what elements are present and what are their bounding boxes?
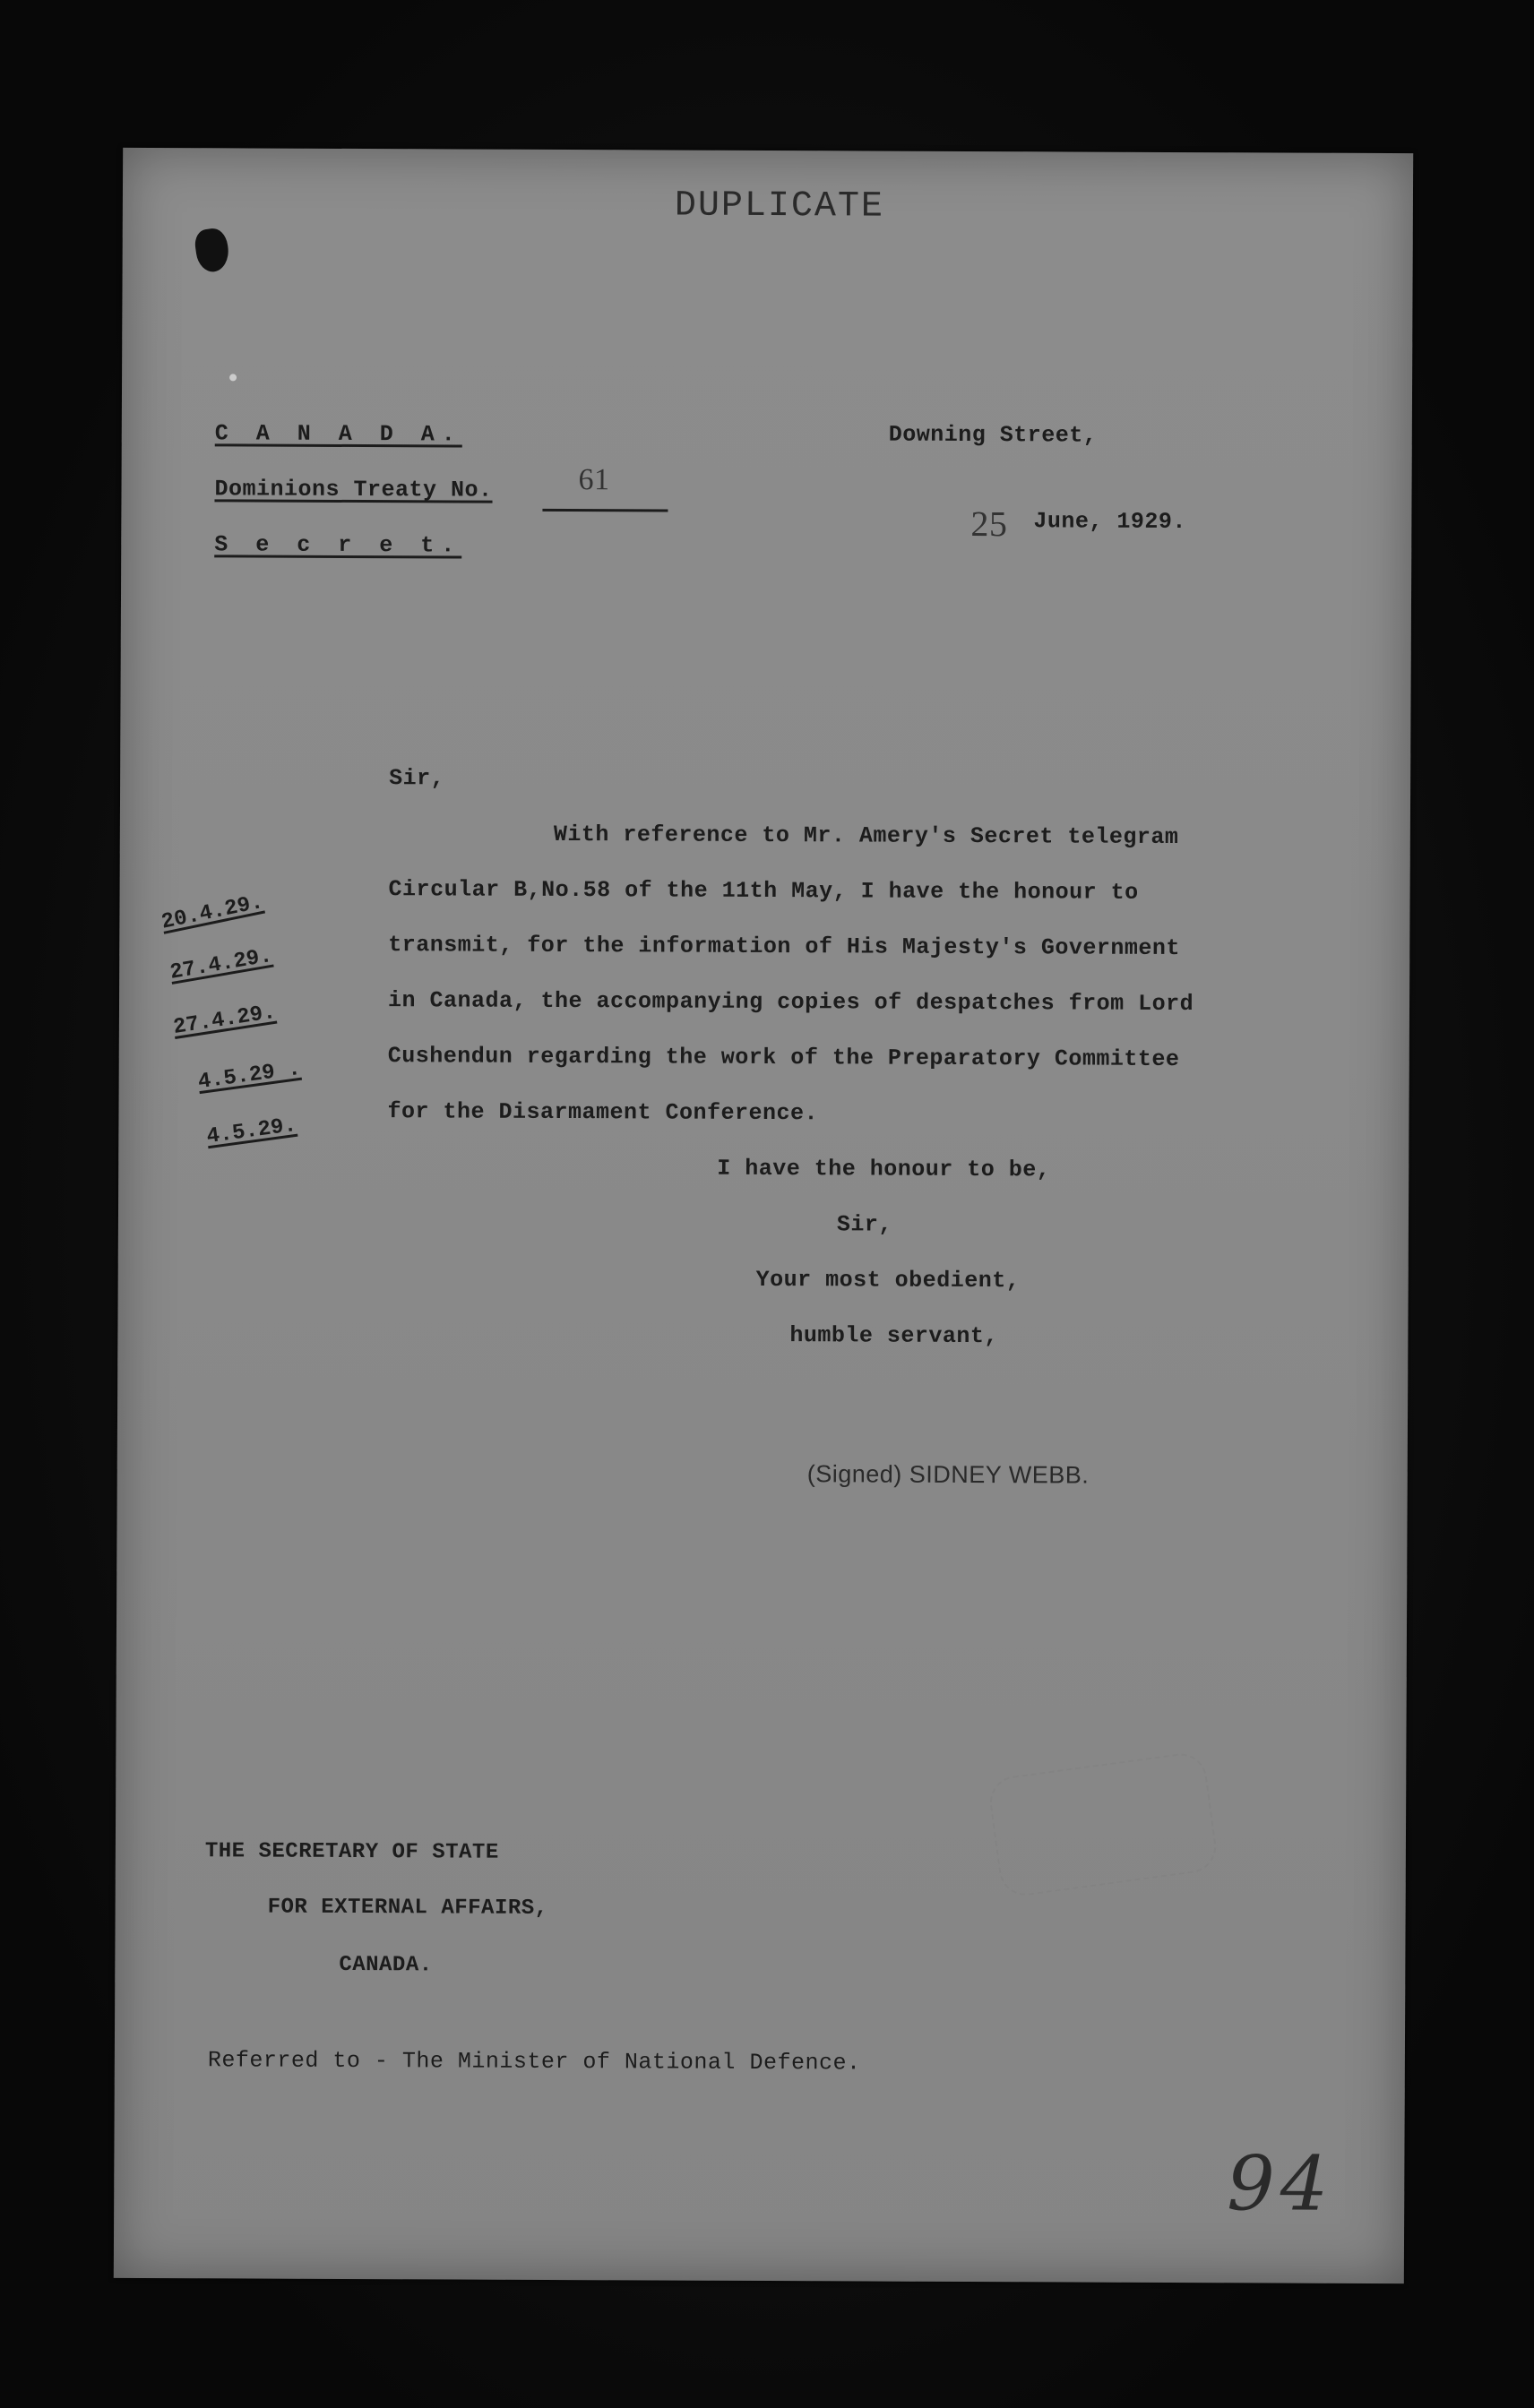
body-line: Cushendun regarding the work of the Preparatory Committee	[387, 1043, 1180, 1073]
margin-date: 4.5.29.	[205, 1113, 298, 1150]
body-line: transmit, for the information of His Majesty's Government	[388, 932, 1181, 962]
date-day: 25	[970, 503, 1008, 545]
closing-line: I have the honour to be,	[717, 1155, 1051, 1183]
document-page	[114, 148, 1413, 2283]
body-line: Circular B,No.58 of the 11th May, I have the honour to	[388, 876, 1139, 906]
closing-line: humble servant,	[789, 1322, 999, 1350]
referral-note: Referred to - The Minister of National Defence.	[207, 2047, 861, 2077]
paper-speck	[229, 374, 237, 381]
duplicate-stamp: DUPLICATE	[674, 185, 885, 228]
closing-line: Sir,	[836, 1211, 893, 1238]
body-line: for the Disarmament Conference.	[387, 1098, 819, 1127]
salutation: Sir,	[389, 765, 445, 792]
closing-line: Your most obedient,	[755, 1266, 1021, 1294]
sender-address: Downing Street,	[888, 421, 1098, 449]
ink-blot	[194, 227, 231, 273]
country-heading: C A N A D A.	[214, 420, 462, 448]
signature: (Signed) SIDNEY WEBB.	[806, 1460, 1090, 1489]
addressee-line: CANADA.	[339, 1952, 433, 1978]
classification-heading: S e c r e t.	[214, 531, 462, 559]
addressee-line: THE SECRETARY OF STATE	[204, 1839, 499, 1865]
treaty-number: 61	[578, 463, 610, 497]
margin-date: 20.4.29.	[159, 890, 266, 935]
body-line: With reference to Mr. Amery's Secret telegram	[553, 821, 1179, 851]
addressee-line: FOR EXTERNAL AFFAIRS,	[267, 1895, 548, 1921]
margin-date: 4.5.29 .	[196, 1056, 303, 1096]
margin-date: 27.4.29.	[171, 1000, 278, 1040]
body-line: in Canada, the accompanying copies of despatches from Lord	[387, 987, 1194, 1018]
date-month-year: June, 1929.	[1033, 508, 1186, 536]
treaty-number-line	[542, 509, 668, 512]
margin-date: 27.4.29.	[168, 943, 274, 985]
treaty-label: Dominions Treaty No.	[214, 476, 493, 503]
folio-number: 94	[1227, 2139, 1334, 2228]
faded-stamp-mark	[987, 1750, 1219, 1899]
